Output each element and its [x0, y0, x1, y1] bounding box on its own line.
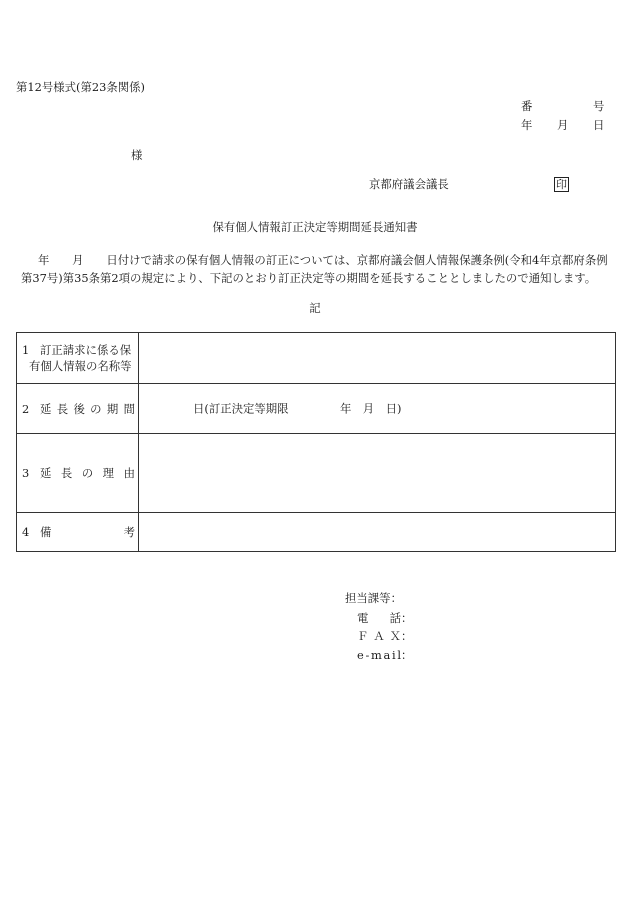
row-label-line	[22, 524, 138, 540]
contact-phone-label	[357, 612, 401, 625]
table-row	[17, 512, 615, 551]
row-label-line	[22, 342, 138, 358]
label-char: 後	[73, 401, 85, 416]
contact-colon: ：	[401, 629, 413, 643]
row-number: 2	[22, 401, 30, 416]
label-char: -	[365, 648, 370, 662]
row-label	[17, 434, 139, 512]
ki-heading: 記	[309, 301, 321, 315]
table-row	[17, 433, 615, 512]
row-label	[17, 333, 139, 383]
reference-number-prefix: 番	[521, 99, 533, 113]
label-char: 長	[60, 466, 73, 480]
label-char: の	[81, 466, 94, 480]
contact-colon: ：	[401, 611, 413, 625]
contact-colon: ：	[401, 648, 413, 662]
row-label	[17, 384, 139, 433]
row-number: 4	[22, 525, 30, 539]
date-day-label: 日	[593, 118, 605, 132]
contact-email-row	[357, 649, 412, 662]
remarks-value-cell	[139, 513, 615, 551]
contact-fax-row	[357, 630, 412, 643]
label-char: 備	[40, 525, 52, 539]
date-year-label: 年	[521, 118, 533, 132]
row-label-text	[40, 465, 135, 481]
record-name-value-cell	[139, 333, 615, 383]
sender-name: 京都府議会議長	[369, 177, 449, 191]
label-char: 話	[389, 611, 401, 625]
label-char: Ｆ	[357, 629, 369, 643]
table-row	[17, 333, 615, 383]
row-number: 1	[22, 343, 30, 357]
row-number: 3	[22, 466, 30, 480]
label-char: l	[397, 648, 401, 662]
seal-stamp: 印	[556, 178, 567, 191]
label-char: 延	[40, 466, 52, 480]
row-label-line	[22, 465, 138, 481]
label-char: i	[391, 648, 396, 662]
label-char: 長	[56, 401, 69, 416]
document-title: 保有個人情報訂正決定等期間延長通知書	[212, 220, 418, 234]
row-label-text	[40, 524, 135, 540]
contact-email-label	[357, 649, 401, 662]
details-table	[16, 332, 616, 552]
row-label-text: 訂正請求に係る保	[40, 343, 132, 357]
row-label-line	[22, 358, 138, 374]
row-label-line	[22, 401, 138, 417]
body-text-line-1: 年 月 日付けで請求の保有個人情報の訂正については、京都府議会個人情報保護条例(令和4年京都府条例	[38, 253, 608, 267]
extended-period-deadline-date: 年 月 日)	[340, 401, 402, 415]
label-char: 由	[123, 466, 135, 480]
label-char: Ａ	[373, 629, 385, 643]
table-row	[17, 383, 615, 433]
extended-period-value-cell	[139, 384, 615, 433]
contact-fax-label	[357, 630, 401, 643]
row-label-text	[40, 401, 135, 417]
label-char: m	[370, 648, 382, 662]
label-char: の	[90, 401, 102, 416]
extension-reason-value-cell	[139, 434, 615, 512]
contact-department-label: 担当課等：	[345, 591, 402, 605]
label-char: a	[383, 648, 391, 662]
row-label	[17, 513, 139, 551]
date-month-label: 月	[557, 118, 569, 132]
row-label-text: 有個人情報の名称等	[29, 359, 132, 373]
label-char: 電	[357, 611, 369, 625]
contact-phone-row	[357, 612, 412, 625]
reference-number-suffix: 号	[593, 99, 605, 113]
body-text-line-2: 第37号)第35条第2項の規定により、下記のとおり訂正決定等の期間を延長することとしましたので通知します。	[21, 271, 597, 285]
label-char: Ｘ	[389, 629, 401, 643]
label-char: 期	[106, 401, 119, 416]
label-char: 延	[40, 401, 52, 416]
label-char: e	[357, 648, 364, 662]
form-number: 第12号様式(第23条関係)	[16, 80, 146, 94]
label-char: 間	[123, 401, 135, 416]
extended-period-prefix: 日(訂正決定等期限	[193, 401, 289, 415]
label-char: 考	[123, 525, 135, 539]
label-char: 理	[102, 466, 115, 480]
addressee-honorific: 様	[131, 148, 143, 162]
